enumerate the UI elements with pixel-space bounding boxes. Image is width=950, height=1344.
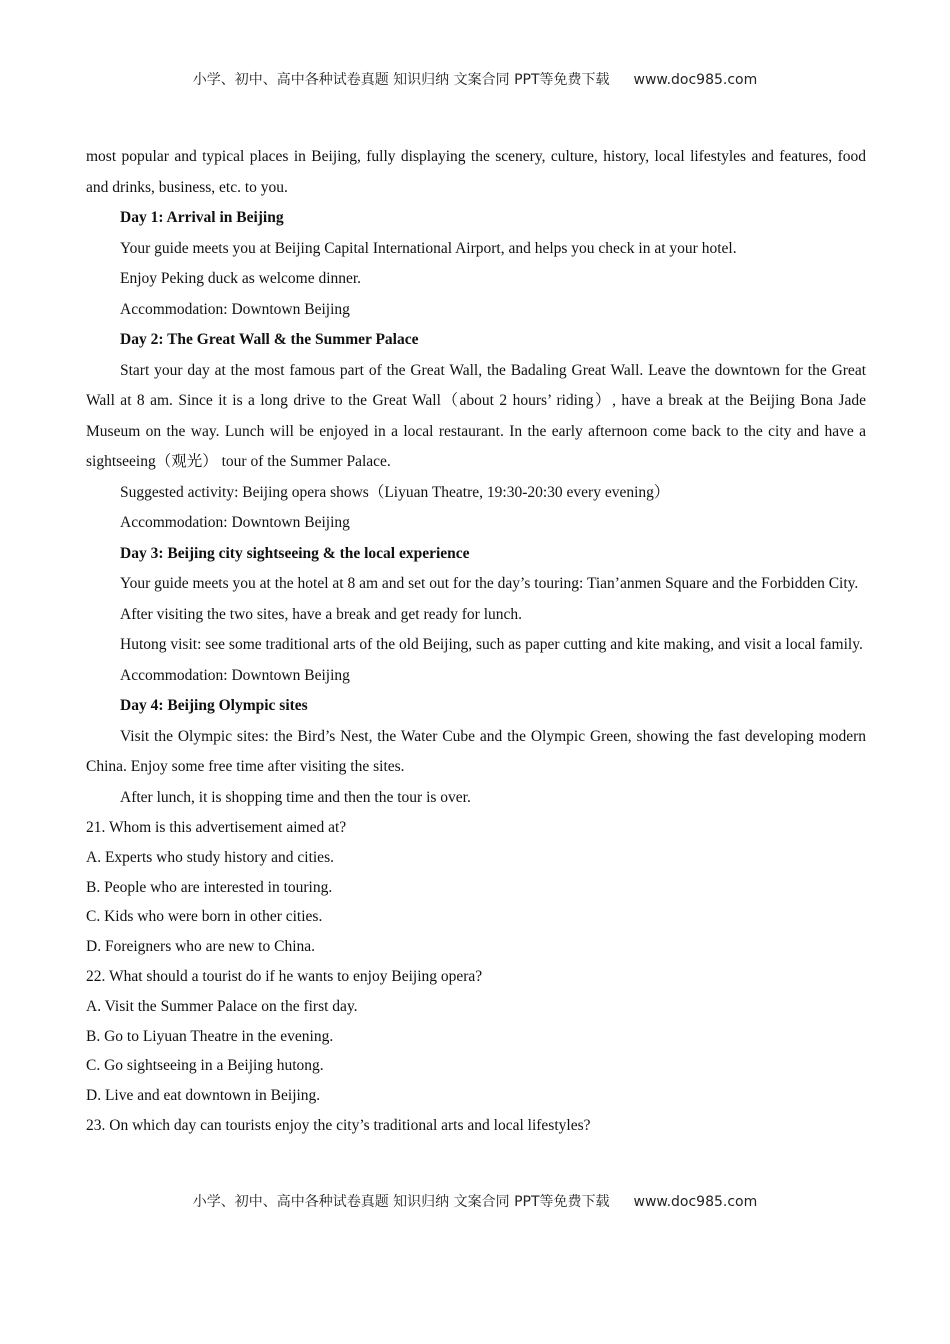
header-text: 小学、初中、高中各种试卷真题 知识归纳 文案合同 PPT等免费下载 <box>192 72 610 88</box>
day2-line: Suggested activity: Beijing opera shows（Liyuan Theatre, 19:30-20:30 every evening） <box>120 483 670 501</box>
question-stem: 21. Whom is this advertisement aimed at? <box>86 819 347 836</box>
day3-line: Your guide meets you at the hotel at 8 am and set out for the day’s touring: Tian’anmen Square and the Forbidden City. <box>120 575 859 592</box>
question-stem: 23. On which day can tourists enjoy the city’s traditional arts and local lifestyles? <box>86 1116 591 1134</box>
day1-line: Accommodation: Downtown Beijing <box>120 300 350 318</box>
question-option: A. Experts who study history and cities. <box>86 848 334 866</box>
question-option: C. Kids who were born in other cities. <box>86 908 323 926</box>
day4-title: Day 4: Beijing Olympic sites <box>120 697 308 714</box>
footer-text: 小学、初中、高中各种试卷真题 知识归纳 文案合同 PPT等免费下载 <box>192 1194 610 1210</box>
question-option: A. Visit the Summer Palace on the first day. <box>86 997 358 1015</box>
day4-line: Visit the Olympic sites: the Bird’s Nest, the Water Cube and the Olympic Green, showing the fast developing modern China. Enjoy some free time after visiting the sites. <box>86 727 866 775</box>
question-option: D. Live and eat downtown in Beijing. <box>86 1087 321 1105</box>
question-option: D. Foreigners who are new to China. <box>86 938 316 956</box>
question-option: C. Go sightseeing in a Beijing hutong. <box>86 1057 324 1075</box>
header-site: www.doc985.com <box>633 72 758 88</box>
day1-line: Your guide meets you at Beijing Capital International Airport, and helps you check in at your hotel. <box>120 239 737 257</box>
day1-title: Day 1: Arrival in Beijing <box>120 209 284 226</box>
document-body <box>86 142 866 1141</box>
question-option: B. Go to Liyuan Theatre in the evening. <box>86 1027 334 1045</box>
page-header <box>0 69 950 89</box>
footer-site: www.doc985.com <box>633 1194 758 1210</box>
day1-line: Enjoy Peking duck as welcome dinner. <box>120 270 362 287</box>
day2-line: Accommodation: Downtown Beijing <box>120 514 350 531</box>
day3-title: Day 3: Beijing city sightseeing & the local experience <box>120 544 470 562</box>
page-footer <box>0 1191 950 1211</box>
day2-line: Start your day at the most famous part of the Great Wall, the Badaling Great Wall. Leave the downtown for the Great Wall at 8 am. Since it is a long drive to the Great Wall（about 2 hours’ riding）, have a break at the Beijing Bona Jade Museum on the way. Lunch will be enjoyed in a local restaurant. In the early afternoon come back to the city and have a sightseeing（观光） tour of the Summer Palace. <box>86 361 866 470</box>
day4-line: After lunch, it is shopping time and then the tour is over. <box>120 788 471 806</box>
day3-line: Hutong visit: see some traditional arts of the old Beijing, such as paper cutting and kite making, and visit a local family. <box>120 636 863 653</box>
day3-line: After visiting the two sites, have a break and get ready for lunch. <box>120 605 523 623</box>
question-stem: 22. What should a tourist do if he wants to enjoy Beijing opera? <box>86 967 483 985</box>
intro-paragraph: most popular and typical places in Beijing, fully displaying the scenery, culture, history, local lifestyles and features, food and drinks, business, etc. to you. <box>86 148 866 196</box>
question-option: B. People who are interested in touring. <box>86 878 333 896</box>
day2-title: Day 2: The Great Wall & the Summer Palace <box>120 331 419 348</box>
day3-line: Accommodation: Downtown Beijing <box>120 666 350 684</box>
